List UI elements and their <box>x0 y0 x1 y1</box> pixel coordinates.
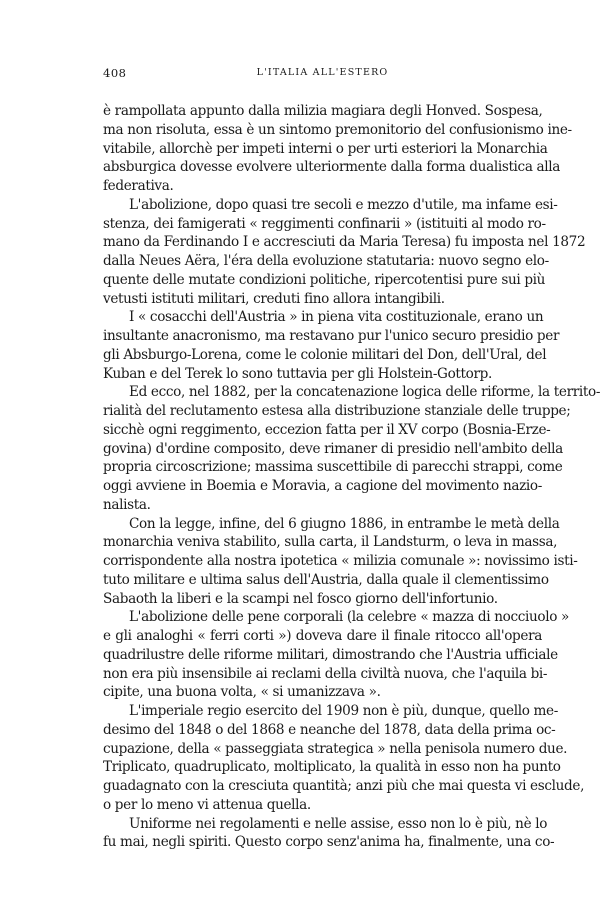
text-line: fu mai, negli spiriti. Questo corpo senz'anima ha, finalmente, una co- <box>103 834 555 851</box>
text-line: stenza, dei famigerati « reggimenti confinarii » (istituiti al modo ro- <box>103 215 546 232</box>
text-line: monarchia veniva stabilito, sulla carta, il Landsturm, o leva in massa, <box>103 534 558 551</box>
running-head <box>103 66 542 84</box>
text-line: L'abolizione delle pene corporali (la celebre « mazza di nocciuolo » <box>129 609 570 626</box>
text-line: corrispondente alla nostra ipotetica « milizia comunale »: novissimo isti- <box>103 553 578 569</box>
text-line: L'imperiale regio esercito del 1909 non è più, dunque, quello me- <box>129 703 558 719</box>
text-line: desimo del 1848 o del 1868 e neanche del 1878, data della prima oc- <box>103 721 556 738</box>
text-line: tuto militare e ultima salus dell'Austria, dalla quale il clementissimo <box>103 571 549 588</box>
text-line: e gli analoghi « ferri corti ») doveva dare il finale ritocco all'opera <box>103 628 542 644</box>
text-line: o per lo meno vi attenua quella. <box>103 796 311 813</box>
text-line: rialità del reclutamento estesa alla distribuzione stanziale delle truppe; <box>103 403 571 419</box>
body-text <box>103 102 601 852</box>
text-line: govina) d'ordine composito, deve rimaner di presidio nell'ambito della <box>103 440 563 457</box>
text-line: vetusti istituti militari, creduti fino allora intangibili. <box>103 290 445 307</box>
text-line: è rampollata appunto dalla milizia magiara degli Honved. Sospesa, <box>103 103 543 119</box>
text-line: Kuban e del Terek lo sono tuttavia per gli Holstein-Gottorp. <box>103 365 492 382</box>
text-line: quadrilustre delle riforme militari, dimostrando che l'Austria ufficiale <box>103 646 558 663</box>
text-line: Uniforme nei regolamenti e nelle assise, esso non lo è più, nè lo <box>129 815 548 832</box>
text-line: L'abolizione, dopo quasi tre secoli e mezzo d'utile, ma infame esi- <box>129 196 558 213</box>
text-line: dalla Neues Aëra, l'éra della evoluzione statutaria: nuovo segno elo- <box>103 253 549 269</box>
text-line: gli Absburgo-Lorena, come le colonie militari del Don, dell'Ural, del <box>103 346 547 363</box>
text-line: quente delle mutate condizioni politiche, ripercotentisi pure sui più <box>103 271 546 288</box>
text-line: mano da Ferdinando I e accresciuti da Maria Teresa) fu imposta nel 1872 <box>103 234 586 251</box>
text-line: non era più insensibile ai reclami della civiltà nuova, che l'aquila bi- <box>103 665 548 682</box>
text-line: guadagnato con la cresciuta quantità; anzi più che mai questa vi esclude, <box>103 778 585 794</box>
text-line: Triplicato, quadruplicato, moltiplicato, la qualità in esso non ha punto <box>103 759 561 776</box>
text-line: sicchè ogni reggimento, eccezion fatta per il XV corpo (Bosnia-Erze- <box>103 421 551 438</box>
text-line: cupazione, della « passeggiata strategica » nella penisola numero due. <box>103 740 568 757</box>
text-line: vitabile, allorchè per impeti interni o per urti esteriori la Monarchia <box>103 140 548 157</box>
page-number: 408 <box>103 66 127 80</box>
running-title: L'ITALIA ALL'ESTERO <box>256 67 389 78</box>
text-line: Con la legge, infine, del 6 giugno 1886, in entrambe le metà della <box>129 515 560 532</box>
text-line: Ed ecco, nel 1882, per la concatenazione logica delle riforme, la territo- <box>129 384 601 401</box>
text-line: federativa. <box>103 178 174 194</box>
text-line: cipite, una buona volta, « si umanizzava ». <box>103 684 381 701</box>
text-line: oggi avviene in Boemia e Moravia, a cagione del movimento nazio- <box>103 478 542 494</box>
text-line: nalista. <box>103 496 151 513</box>
text-line: propria circoscrizione; massima suscettibile di parecchi strappi, come <box>103 459 563 476</box>
text-line: absburgica dovesse evolvere ulteriormente dalla forma dualistica alla <box>103 159 561 176</box>
text-line: Sabaoth la liberi e la scampi nel fosco giorno dell'infortunio. <box>103 590 498 607</box>
text-line: I « cosacchi dell'Austria » in piena vita costituzionale, erano un <box>129 309 544 326</box>
text-line: ma non risoluta, essa è un sintomo premonitorio del confusionismo ine- <box>103 121 572 138</box>
text-line: insultante anacronismo, ma restavano pur l'unico securo presidio per <box>103 328 560 344</box>
